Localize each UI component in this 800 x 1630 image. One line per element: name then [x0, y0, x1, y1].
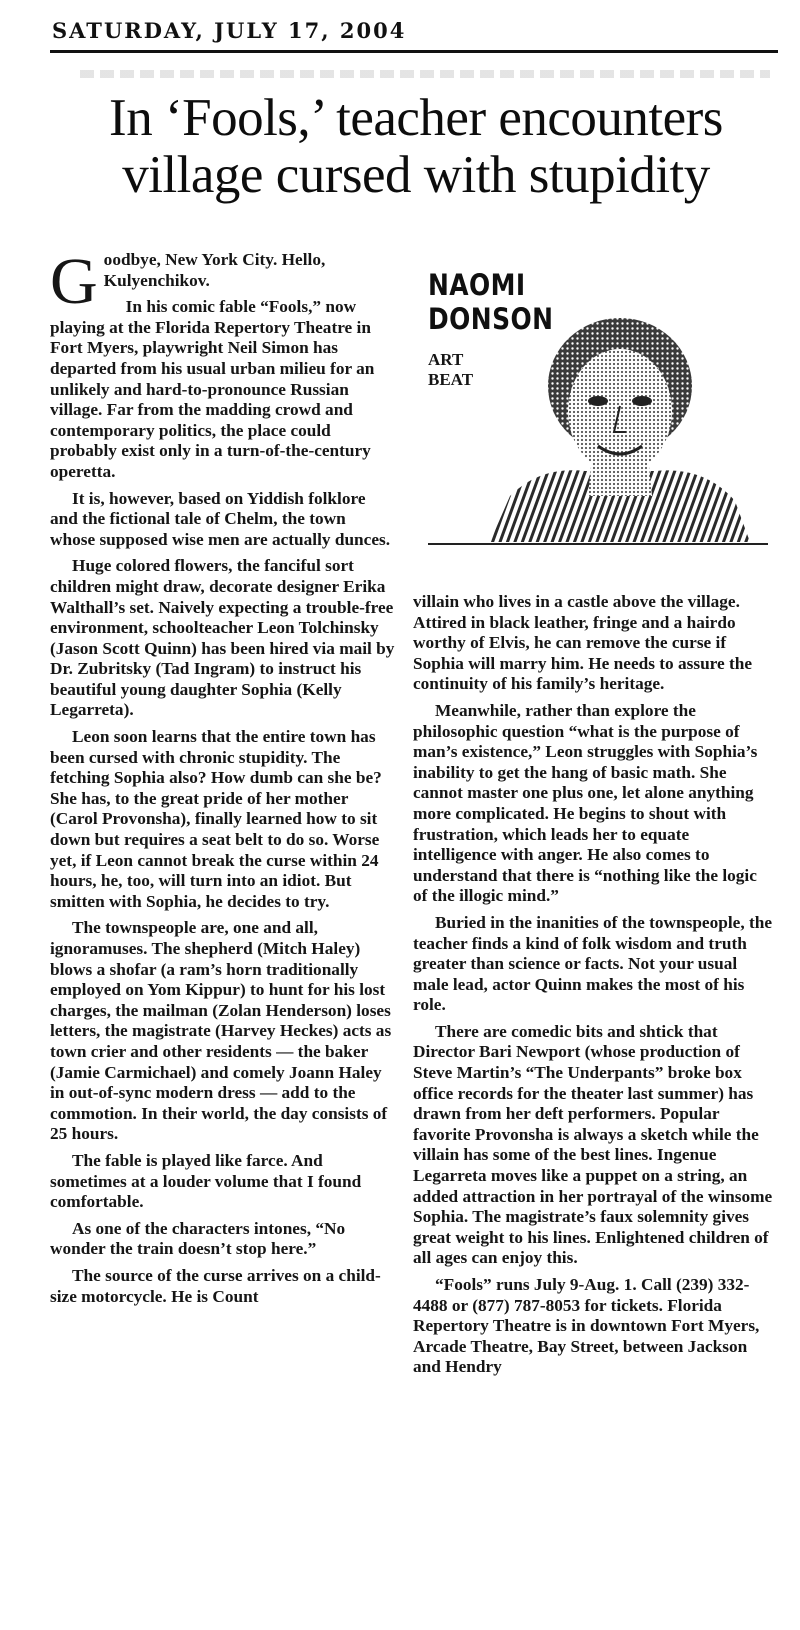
- paragraph: Leon soon learns that the entire town has been cursed with chronic stupidity. The fetching Sophia also? How dumb can she be? She has, to the great pride of her mother (Carol Provonsha), finally learned how to sit down but requires a seat belt to do so. Worse yet, if Leon cannot break the curse within 24 hours, he, too, will turn into an idiot. But smitten with Sophia, he decides to try.: [50, 727, 382, 911]
- top-rule: [50, 50, 778, 53]
- dateline: SATURDAY, JULY 17, 2004: [52, 18, 407, 43]
- columnist-byline: [428, 268, 768, 550]
- lead-text: oodbye, New York City. Hello, Kulyenchikov.: [103, 250, 326, 290]
- article-column-1: [50, 245, 395, 1313]
- paragraph: Buried in the inanities of the townspeople, the teacher finds a kind of folk wisdom and truth greater than science or facts. Not your usual male lead, actor Quinn makes the most of his role.: [413, 912, 773, 1015]
- lead-paragraph: [50, 245, 395, 318]
- paragraph: “Fools” runs July 9-Aug. 1. Call (239) 332-4488 or (877) 787-8053 for tickets. Florida Repertory Theatre is in downtown Fort Myers, Arcade Theatre, Bay Street, between Jackson and Hendry: [413, 1275, 760, 1377]
- paragraph: The townspeople are, one and all, ignoramuses. The shepherd (Mitch Haley) blows a shofar (a ram’s horn traditionally employed on Yom Kippur) to hunt for his lost charges, the mailman (Zolan Henderson) loses letters, the magistrate (Harvey Heckes) acts as town crier and other residents — the baker (Jamie Carmichael) and comely Joann Haley in out-of-sync modern dress — add to the commotion. In their world, the day consists of 25 hours.: [50, 918, 392, 1144]
- paragraph: There are comedic bits and shtick that Director Bari Newport (whose production of Steve Martin’s “The Underpants” broke box office records for the theater last summer) has drawn from her deft performers. Popular favorite Provonsha is always a sketch while the villain has some of the best lines. Ingenue Legarreta moves like a puppet on a string, an added attraction in her portrayal of the winsome Sophia. The magistrate’s faux solemnity gives great weight to his lines. Enlightened children of all ages can enjoy this.: [413, 1021, 773, 1268]
- bleed-through-text: [80, 70, 770, 78]
- column-name-line2: BEAT: [428, 370, 474, 389]
- paragraph: As one of the characters intones, “No wonder the train doesn’t stop here.”: [50, 1218, 346, 1259]
- paragraph: The source of the curse arrives on a child-size motorcycle. He is Count: [50, 1265, 381, 1306]
- drop-cap: G: [50, 245, 98, 318]
- paragraph: In his comic fable “Fools,” now playing at the Florida Repertory Theatre in Fort Myers, playwright Neil Simon has departed from his usual urban milieu for an unlikely and hard-to-pronounce Russian village. Far from the madding crowd and contemporary politics, the place could probably exist only in a turn-of-the-century operetta.: [50, 297, 375, 481]
- columnist-first-name: NAOMI: [428, 268, 526, 302]
- byline-rule: [428, 543, 768, 545]
- paragraph: It is, however, based on Yiddish folklore and the fictional tale of Chelm, the town whose supposed wise men are actually dunces.: [50, 488, 391, 549]
- paragraph: villain who lives in a castle above the village. Attired in black leather, fringe and a hairdo worthy of Elvis, he can remove the curse if Sophia will marry him. He needs to assure the continuity of his family’s heritage.: [413, 592, 753, 694]
- article-column-2: [413, 592, 773, 1384]
- paragraph: Huge colored flowers, the fanciful sort children might draw, decorate designer Erika Walthall’s set. Naively expecting a trouble-free environment, schoolteacher Leon Tolchinsky (Jason Scott Quinn) has been hired via mail by Dr. Zubritsky (Tad Ingram) to instruct his beautiful young daughter Sophia (Kelly Legarreta).: [50, 556, 395, 720]
- columnist-last-name: DONSON: [428, 302, 554, 336]
- headline: In ‘Fools,’ teacher encounters village cursed with stupidity: [109, 89, 723, 204]
- columnist-portrait: [480, 306, 760, 542]
- column-name-line1: ART: [428, 350, 464, 369]
- paragraph: Meanwhile, rather than explore the philosophic question “what is the purpose of man’s existence,” Leon struggles with Sophia’s inability to get the hang of basic math. She cannot master one plus one, let alone anything more complicated. He begins to shout with frustration, which leads her to equate intelligence with anger. He also comes to understand that there is “nothing like the logic of the illogic mind.”: [413, 700, 758, 906]
- paragraph: The fable is played like farce. And sometimes at a louder volume that I found comfortable.: [50, 1150, 362, 1212]
